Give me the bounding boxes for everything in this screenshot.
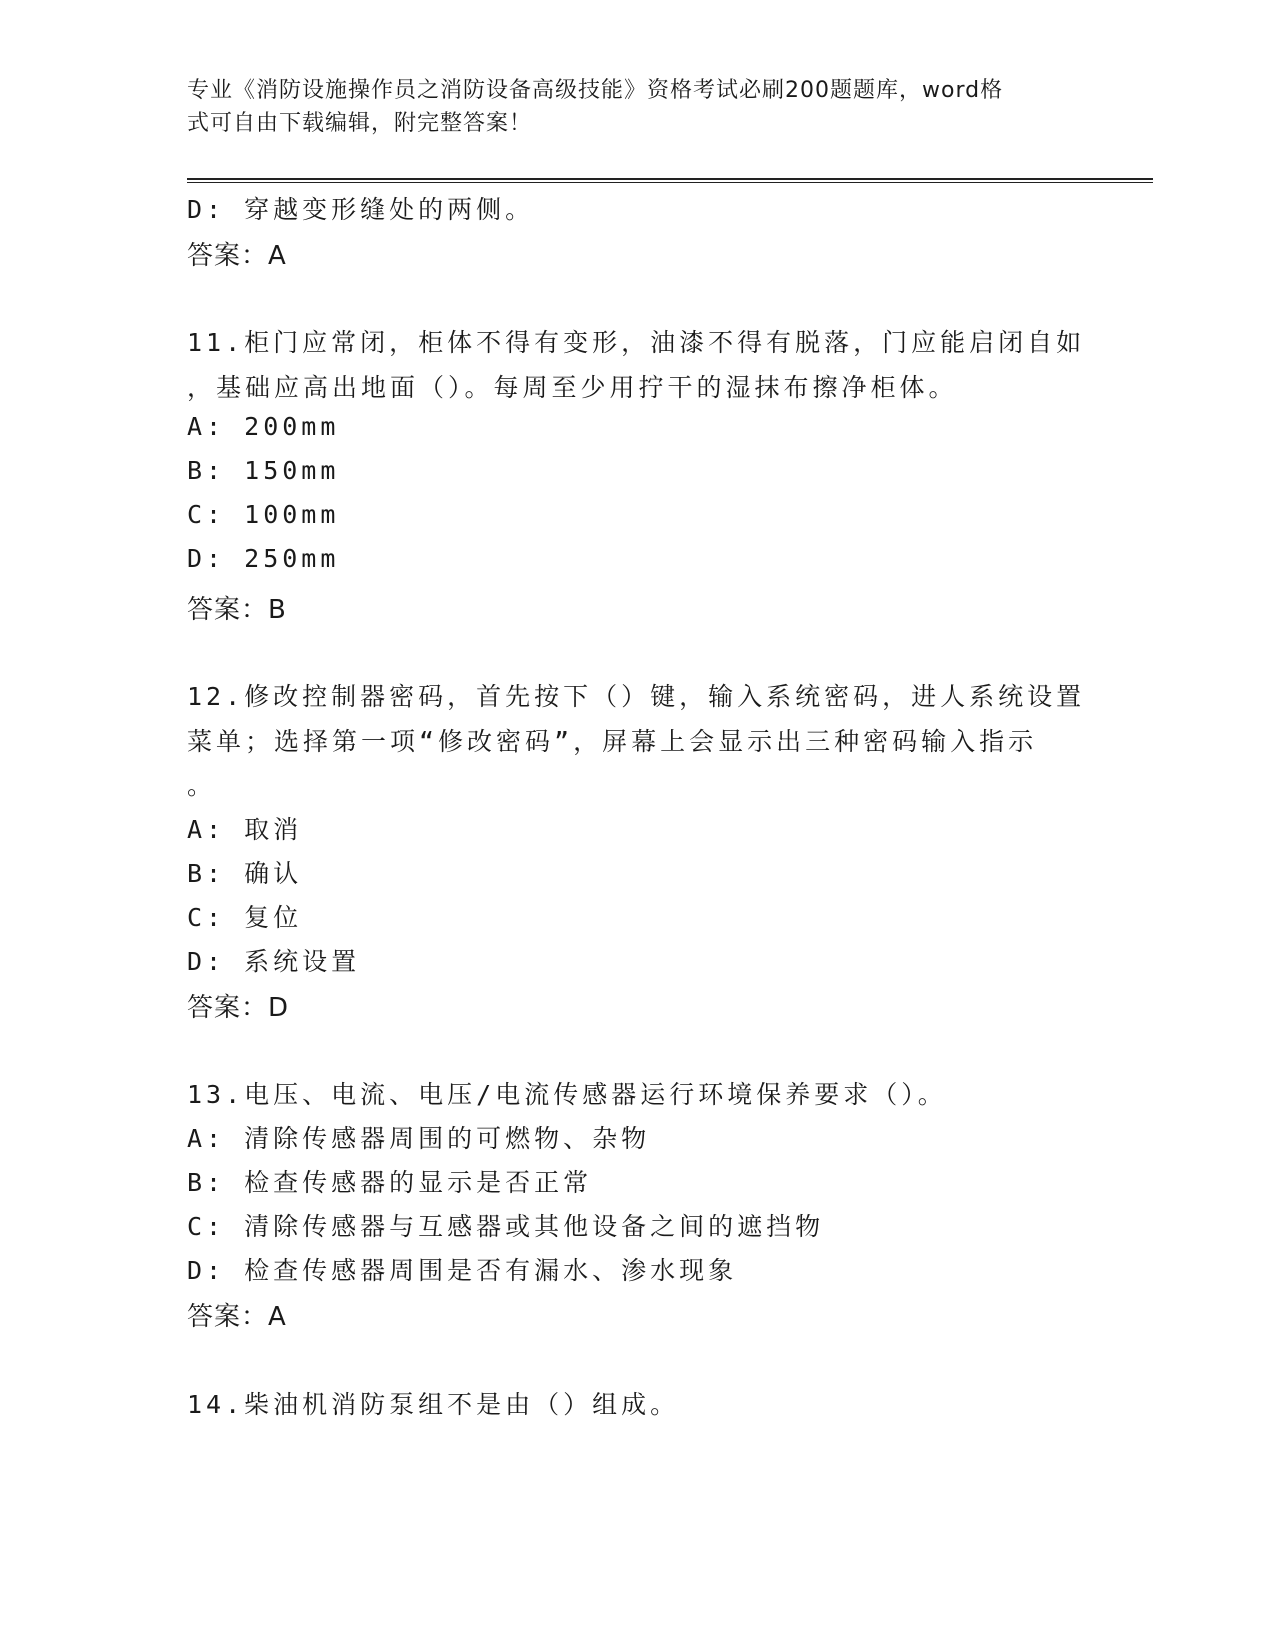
header-line-2: 式可自由下载编辑，附完整答案！ bbox=[187, 111, 533, 136]
q12-option-b: B: 确认 bbox=[187, 859, 303, 888]
header-divider-thick bbox=[187, 178, 1153, 180]
q13-stem-line-1: 13.电压、电流、电压/电流传感器运行环境保养要求（）。 bbox=[187, 1080, 947, 1109]
q13-answer: 答案：A bbox=[187, 1302, 287, 1332]
q12-option-a: A: 取消 bbox=[187, 815, 303, 844]
header-divider-thin bbox=[187, 182, 1153, 183]
q12-stem-line-1: 12.修改控制器密码，首先按下（）键，输入系统密码，进人系统设置 bbox=[187, 682, 1086, 711]
q12-stem-line-2: 菜单；选择第一项“修改密码”，屏幕上会显示出三种密码输入指示 bbox=[187, 727, 1038, 756]
prev-option-d: D: 穿越变形缝处的两侧。 bbox=[187, 195, 535, 224]
document-header bbox=[187, 74, 1067, 140]
q11-stem-line-2: ，基础应高出地面（）。每周至少用拧干的湿抹布擦净柜体。 bbox=[187, 373, 958, 402]
q11-option-d: D: 250mm bbox=[187, 544, 340, 573]
prev-answer: 答案：A bbox=[187, 241, 287, 271]
q13-option-b: B: 检查传感器的显示是否正常 bbox=[187, 1168, 593, 1197]
q13-option-d: D: 检查传感器周围是否有漏水、渗水现象 bbox=[187, 1256, 738, 1285]
q12-option-d: D: 系统设置 bbox=[187, 947, 361, 976]
q11-option-a: A: 200mm bbox=[187, 412, 340, 441]
q12-answer: 答案：D bbox=[187, 993, 290, 1023]
q13-option-c: C: 清除传感器与互感器或其他设备之间的遮挡物 bbox=[187, 1212, 825, 1241]
q12-stem-line-3: 。 bbox=[187, 771, 217, 800]
q11-answer: 答案：B bbox=[187, 595, 287, 625]
q11-stem-line-1: 11.柜门应常闭，柜体不得有变形，油漆不得有脱落，门应能启闭自如 bbox=[187, 328, 1086, 357]
q12-option-c: C: 复位 bbox=[187, 903, 303, 932]
q14-stem-line-1: 14.柴油机消防泵组不是由（）组成。 bbox=[187, 1390, 680, 1419]
q11-option-c: C: 100mm bbox=[187, 500, 340, 529]
q13-option-a: A: 清除传感器周围的可燃物、杂物 bbox=[187, 1124, 651, 1153]
header-line-1: 专业《消防设施操作员之消防设备高级技能》资格考试必刷200题题库，word格 bbox=[187, 78, 1004, 103]
q11-option-b: B: 150mm bbox=[187, 456, 340, 485]
